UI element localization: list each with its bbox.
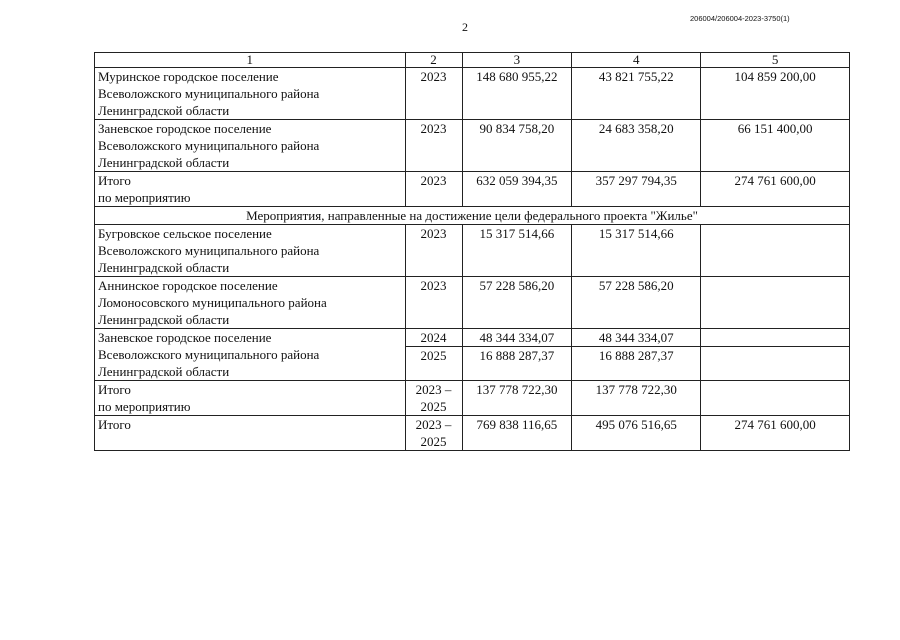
table-row — [95, 381, 850, 416]
year-cell-line: 2023 — [420, 121, 447, 136]
regional-amount-cell — [572, 416, 701, 451]
recipient-name-cell — [95, 68, 406, 120]
recipient-name-cell-line: Заневское городское поселение — [98, 121, 272, 136]
recipient-name-cell-line: Всеволожского муниципального района — [98, 347, 320, 362]
year-cell — [405, 277, 462, 329]
regional-amount-cell — [572, 68, 701, 120]
total-amount-cell-line: 137 778 722,30 — [476, 382, 558, 397]
column-number: 2 — [405, 53, 462, 68]
regional-amount-cell — [572, 277, 701, 329]
recipient-name-cell-line: Итого — [98, 173, 131, 188]
total-amount-cell-line: 15 317 514,66 — [479, 226, 555, 241]
regional-amount-cell-line: 24 683 358,20 — [598, 121, 674, 136]
federal-amount-cell — [701, 68, 850, 120]
year-cell — [405, 381, 462, 416]
regional-amount-cell — [572, 329, 701, 381]
recipient-name-cell — [95, 381, 406, 416]
total-amount-cell — [462, 120, 572, 172]
recipient-name-cell-line: Итого — [98, 382, 131, 397]
total-amount-cell-line: 148 680 955,22 — [476, 69, 558, 84]
table-row — [95, 416, 850, 451]
year-cell-line: 2024 — [406, 329, 462, 347]
recipient-name-cell-line: Бугровское сельское поселение — [98, 226, 272, 241]
regional-amount-cell-line: 357 297 794,35 — [595, 173, 677, 188]
year-cell-line: 2023 – — [415, 417, 452, 432]
total-amount-cell-line: 57 228 586,20 — [479, 278, 555, 293]
table-row — [95, 329, 850, 381]
funding-table — [94, 52, 850, 451]
regional-amount-cell-line: 16 888 287,37 — [598, 348, 674, 363]
year-cell-line: 2023 — [420, 226, 447, 241]
regional-amount-cell-line: 15 317 514,66 — [598, 226, 674, 241]
year-cell-line: 2025 — [420, 399, 447, 414]
year-cell-line: 2023 — [420, 173, 447, 188]
total-amount-cell — [462, 225, 572, 277]
year-cell — [405, 416, 462, 451]
column-number-row — [95, 53, 850, 68]
recipient-name-cell-line: Аннинское городское поселение — [98, 278, 278, 293]
year-cell-line: 2025 — [420, 434, 447, 449]
total-amount-cell — [462, 68, 572, 120]
total-amount-cell-line: 632 059 394,35 — [476, 173, 558, 188]
regional-amount-cell — [572, 225, 701, 277]
recipient-name-cell — [95, 225, 406, 277]
year-cell-line: 2023 — [420, 278, 447, 293]
section-title: Мероприятия, направленные на достижение цели федерального проекта "Жилье" — [95, 207, 850, 225]
recipient-name-cell — [95, 120, 406, 172]
recipient-name-cell-line: Ломоносовского муниципального района — [98, 295, 327, 310]
federal-amount-cell — [701, 329, 850, 381]
year-cell-line: 2025 — [420, 348, 447, 363]
table-row — [95, 120, 850, 172]
recipient-name-cell-line: Ленинградской области — [98, 364, 230, 379]
recipient-name-cell-line: Ленинградской области — [98, 103, 230, 118]
recipient-name-cell-line: Всеволожского муниципального района — [98, 138, 320, 153]
table-row — [95, 277, 850, 329]
column-number: 1 — [95, 53, 406, 68]
recipient-name-cell-line: Всеволожского муниципального района — [98, 86, 320, 101]
federal-amount-cell — [701, 120, 850, 172]
recipient-name-cell — [95, 416, 406, 451]
total-amount-cell — [462, 381, 572, 416]
table-row — [95, 68, 850, 120]
recipient-name-cell-line: Ленинградской области — [98, 312, 230, 327]
year-cell — [405, 120, 462, 172]
year-cell — [405, 225, 462, 277]
document-id: 206004/206004-2023-3750(1) — [690, 14, 790, 23]
table-row — [95, 225, 850, 277]
federal-amount-cell — [701, 416, 850, 451]
recipient-name-cell-line: Ленинградской области — [98, 155, 230, 170]
total-amount-cell — [462, 329, 572, 381]
federal-amount-cell-line: 274 761 600,00 — [734, 417, 816, 432]
recipient-name-cell-line: по мероприятию — [98, 399, 191, 414]
empty-line — [701, 329, 849, 347]
total-amount-cell — [462, 172, 572, 207]
federal-amount-cell — [701, 381, 850, 416]
year-cell-line: 2023 – — [415, 382, 452, 397]
page-number: 2 — [462, 20, 468, 34]
regional-amount-cell-line: 137 778 722,30 — [595, 382, 677, 397]
year-cell — [405, 329, 462, 381]
recipient-name-cell-line: Заневское городское поселение — [98, 330, 272, 345]
federal-amount-cell-line: 104 859 200,00 — [734, 69, 816, 84]
regional-amount-cell — [572, 120, 701, 172]
regional-amount-cell — [572, 381, 701, 416]
column-number: 4 — [572, 53, 701, 68]
total-amount-cell — [462, 416, 572, 451]
regional-amount-cell-line: 43 821 755,22 — [598, 69, 674, 84]
total-amount-cell — [462, 277, 572, 329]
recipient-name-cell — [95, 172, 406, 207]
federal-amount-cell-line: 274 761 600,00 — [734, 173, 816, 188]
year-cell-line: 2023 — [420, 69, 447, 84]
regional-amount-cell-line: 57 228 586,20 — [598, 278, 674, 293]
recipient-name-cell-line: Итого — [98, 417, 131, 432]
column-number: 5 — [701, 53, 850, 68]
total-amount-cell-line: 48 344 334,07 — [463, 329, 572, 347]
recipient-name-cell-line: Муринское городское поселение — [98, 69, 279, 84]
recipient-name-cell — [95, 277, 406, 329]
regional-amount-cell-line: 48 344 334,07 — [572, 329, 700, 347]
regional-amount-cell-line: 495 076 516,65 — [595, 417, 677, 432]
year-cell — [405, 68, 462, 120]
total-amount-cell-line: 90 834 758,20 — [479, 121, 555, 136]
recipient-name-cell-line: Ленинградской области — [98, 260, 230, 275]
total-amount-cell-line: 769 838 116,65 — [476, 417, 558, 432]
recipient-name-cell-line: по мероприятию — [98, 190, 191, 205]
federal-amount-cell — [701, 277, 850, 329]
year-cell — [405, 172, 462, 207]
section-header-row — [95, 207, 850, 225]
table-row — [95, 172, 850, 207]
total-amount-cell-line: 16 888 287,37 — [479, 348, 555, 363]
federal-amount-cell — [701, 172, 850, 207]
recipient-name-cell-line: Всеволожского муниципального района — [98, 243, 320, 258]
federal-amount-cell — [701, 225, 850, 277]
column-number: 3 — [462, 53, 572, 68]
federal-amount-cell-line: 66 151 400,00 — [737, 121, 813, 136]
recipient-name-cell — [95, 329, 406, 381]
table-body — [95, 53, 850, 451]
regional-amount-cell — [572, 172, 701, 207]
